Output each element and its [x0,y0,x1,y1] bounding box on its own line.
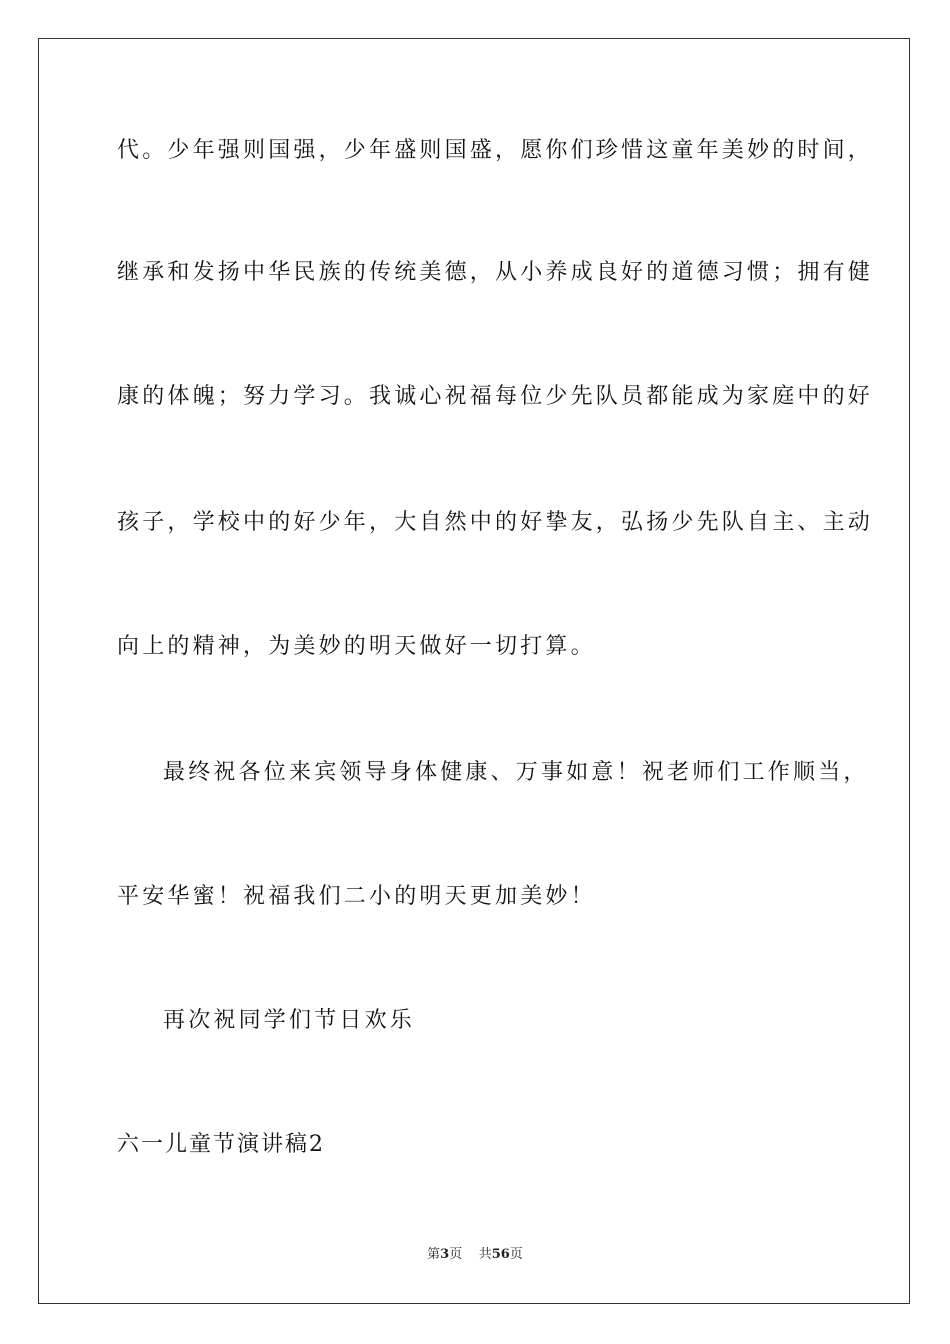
section-heading: 六一儿童节演讲稿2 [117,1132,325,1157]
page-suffix: 页 [449,1247,463,1262]
page-border [38,38,910,1304]
body-text-line: 再次祝同学们节日欢乐 [163,1008,416,1033]
body-text-line: 继承和发扬中华民族的传统美德，从小养成良好的道德习惯；拥有健 [117,260,874,285]
body-text-line: 向上的精神，为美妙的明天做好一切打算。 [117,634,596,659]
body-text-line: 康的体魄；努力学习。我诚心祝福每位少先队员都能成为家庭中的好 [117,384,874,409]
body-text-line: 最终祝各位来宾领导身体健康、万事如意！祝老师们工作顺当， [163,760,869,785]
page-footer [0,1246,950,1264]
total-pages: 56 [491,1247,510,1262]
total-prefix: 共 [478,1247,492,1262]
page-number: 3 [440,1247,450,1262]
body-text-line: 代。少年强则国强，少年盛则国盛，愿你们珍惜这童年美妙的时间， [117,138,874,163]
page-prefix: 第 [427,1247,441,1262]
total-suffix: 页 [509,1247,523,1262]
body-text-line: 孩子，学校中的好少年，大自然中的好挚友，弘扬少先队自主、主动 [117,510,874,535]
body-text-line: 平安华蜜！祝福我们二小的明天更加美妙！ [117,884,596,909]
